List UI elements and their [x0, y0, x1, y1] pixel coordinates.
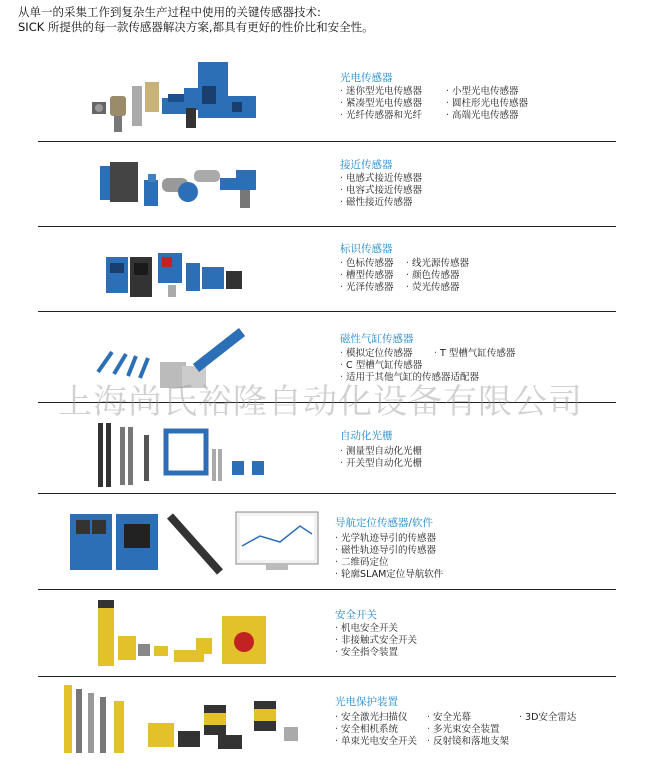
list-item: · 轮廓SLAM定位导航软件	[335, 569, 443, 581]
list-item: · 紧凑型光电传感器	[340, 98, 422, 110]
photoelectric-sensors-image	[88, 56, 263, 134]
section-title: 光电传感器	[340, 72, 393, 84]
list-item: · 非接触式安全开关	[335, 635, 417, 647]
list-item: · 槽型传感器	[340, 270, 394, 282]
list-item: · 机电安全开关	[335, 623, 417, 635]
list-item: · 光学轨迹导引的传感器	[335, 533, 443, 545]
list-item: · 光泽传感器	[340, 282, 394, 294]
section-photoelectric	[0, 50, 655, 140]
proximity-sensors-image	[96, 152, 266, 222]
list-item: · 单束光电安全开关	[335, 736, 417, 748]
list-item: · 测量型自动化光栅	[340, 446, 422, 458]
navigation-sensors-image	[70, 506, 320, 586]
list-item: · 多光束安全装置	[427, 724, 509, 736]
list-item: · 圆柱形光电传感器	[446, 98, 528, 110]
identification-sensors-image	[104, 249, 244, 305]
list-item: · 安全指令装置	[335, 647, 417, 659]
intro-text	[18, 5, 374, 35]
section-light-grid	[0, 403, 655, 493]
list-item: · 模拟定位传感器	[340, 348, 479, 360]
list-item: · 高端光电传感器	[446, 110, 528, 122]
section-title: 光电保护装置	[335, 696, 398, 708]
intro-line-1: 从单一的采集工作到复杂生产过程中使用的关键传感器技术:	[18, 5, 321, 19]
list-item: · 开关型自动化光栅	[340, 458, 422, 470]
list-item: · 电容式接近传感器	[340, 185, 422, 197]
list-item: · T 型槽气缸传感器	[434, 348, 515, 360]
list-item: · 磁性接近传感器	[340, 197, 422, 209]
protection-devices-image	[58, 683, 320, 755]
section-optoelectronic-protection	[0, 677, 655, 778]
safety-switches-image	[92, 596, 272, 672]
list-item: · 安全光幕	[427, 712, 509, 724]
section-title: 标识传感器	[340, 243, 393, 255]
list-item: · 安全相机系统	[335, 724, 417, 736]
list-item: · 二维码定位	[335, 557, 443, 569]
section-identification	[0, 227, 655, 311]
list-item: · 线光源传感器	[406, 258, 469, 270]
section-title: 磁性气缸传感器	[340, 333, 414, 345]
list-item: · 适用于其他气缸的传感器适配器	[340, 372, 479, 384]
light-grid-image	[92, 421, 272, 489]
section-magnetic-cylinder	[0, 312, 655, 402]
list-item: · 荧光传感器	[406, 282, 469, 294]
section-safety-switches	[0, 590, 655, 676]
section-title: 接近传感器	[340, 159, 393, 171]
magnetic-cylinder-sensors-image	[92, 322, 252, 394]
list-item: · C 型槽气缸传感器	[340, 360, 479, 372]
list-item: · 光纤传感器和光纤	[340, 110, 422, 122]
section-navigation	[0, 494, 655, 589]
section-title: 导航定位传感器/软件	[335, 517, 434, 529]
list-item: · 3D安全雷达	[519, 712, 576, 724]
list-item: · 电感式接近传感器	[340, 173, 422, 185]
list-item: · 磁性轨迹导引的传感器	[335, 545, 443, 557]
list-item: · 小型光电传感器	[446, 86, 528, 98]
list-item: · 色标传感器	[340, 258, 394, 270]
list-item: · 迷你型光电传感器	[340, 86, 422, 98]
list-item: · 颜色传感器	[406, 270, 469, 282]
list-item: · 反射镜和落地支架	[427, 736, 509, 748]
watermark: 上海尚氏裕隆自动化设备有限公司	[58, 382, 583, 422]
section-proximity	[0, 142, 655, 226]
list-item: · 安全激光扫描仪	[335, 712, 417, 724]
intro-line-2: SICK 所提供的每一款传感器解决方案,都具有更好的性价比和安全性。	[18, 20, 374, 34]
section-title: 自动化光栅	[340, 430, 393, 442]
section-title: 安全开关	[335, 609, 377, 621]
